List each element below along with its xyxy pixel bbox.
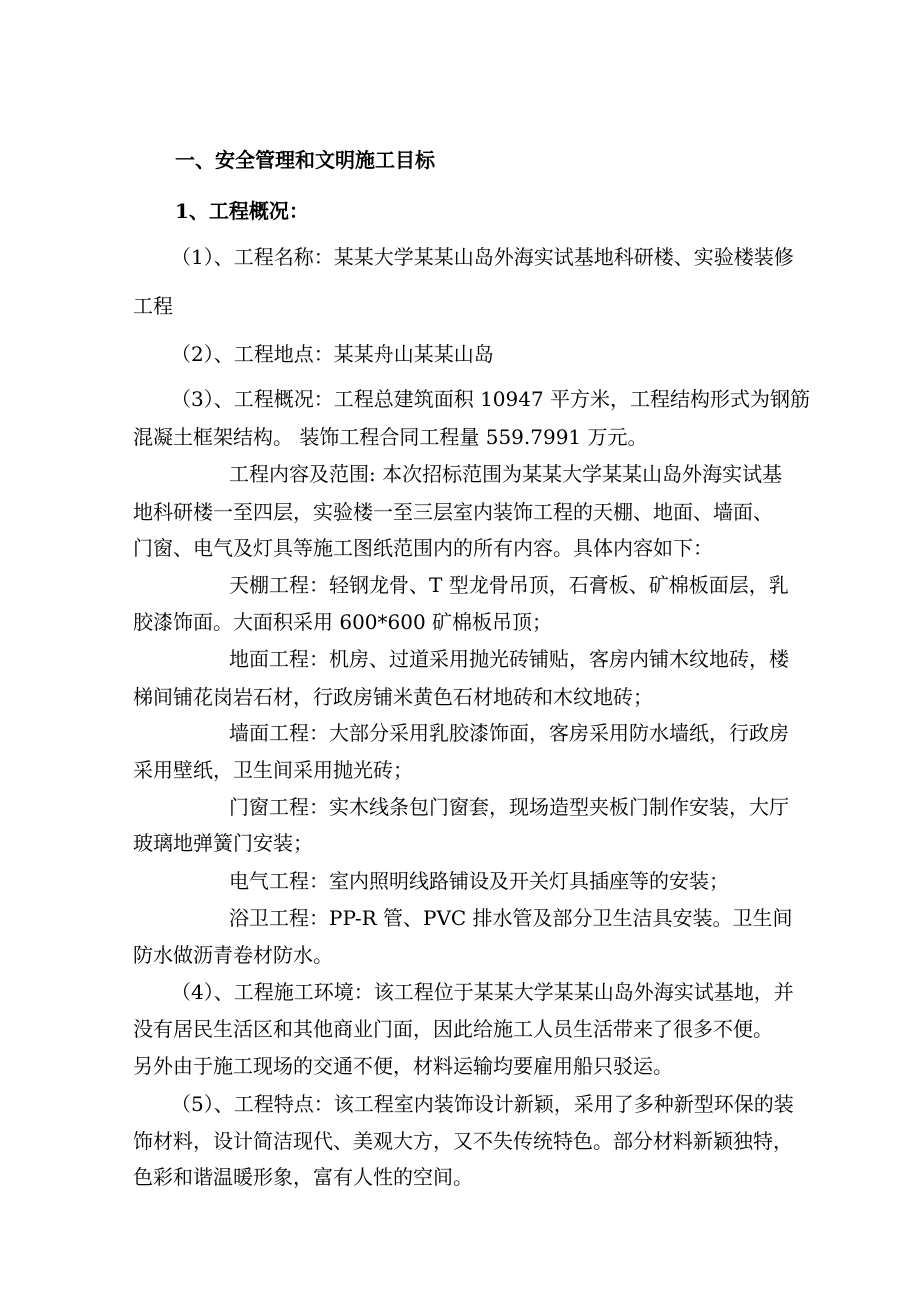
floor-works-line-1: 地面工程：机房、过道采用抛光砖铺贴，客房内铺木纹地砖，楼 <box>229 647 789 671</box>
project-features-line-3: 色彩和谐温暖形象，富有人性的空间。 <box>133 1165 473 1189</box>
ceiling-works-line-2: 胶漆饰面。大面积采用 600*600 矿棉板吊顶； <box>133 610 553 634</box>
project-overview-line-2: 混凝土框架结构。 装饰工程合同工程量 559.7991 万元。 <box>133 425 648 449</box>
electrical-works: 电气工程：室内照明线路铺设及开关灯具插座等的安装； <box>229 869 729 893</box>
project-scope-line-2: 地科研楼一至四层，实验楼一至三层室内装饰工程的天棚、地面、墙面、 <box>133 500 773 524</box>
construction-environment-line-2: 没有居民生活区和其他商业门面，因此给施工人员生活带来了很多不便。 <box>133 1017 773 1041</box>
bathroom-works-line-2: 防水做沥青卷材防水。 <box>133 943 333 967</box>
bathroom-works-line-1: 浴卫工程：PP-R 管、PVC 排水管及部分卫生洁具安装。卫生间 <box>229 906 793 930</box>
construction-environment-line-3: 另外由于施工现场的交通不便，材料运输均要雇用船只驳运。 <box>133 1054 673 1078</box>
project-overview-line-1: （3）、工程概况：工程总建筑面积 10947 平方米，工程结构形式为钢筋 <box>171 387 811 411</box>
project-scope-line-3: 门窗、电气及灯具等施工图纸范围内的所有内容。具体内容如下： <box>133 536 713 560</box>
project-location: （2）、工程地点：某某舟山某某山岛 <box>171 342 494 366</box>
project-features-line-1: （5）、工程特点：该工程室内装饰设计新颖，采用了多种新型环保的装 <box>171 1092 794 1116</box>
floor-works-line-2: 梯间铺花岗岩石材，行政房铺米黄色石材地砖和木纹地砖； <box>133 685 653 709</box>
construction-environment-line-1: （4）、工程施工环境：该工程位于某某大学某某山岛外海实试基地，并 <box>171 980 794 1004</box>
door-window-works-line-2: 玻璃地弹簧门安装； <box>133 831 313 855</box>
project-scope-line-1: 工程内容及范围: 本次招标范围为某某大学某某山岛外海实试基 <box>229 462 783 486</box>
subsection-heading: 1、工程概况： <box>175 199 309 223</box>
wall-works-line-1: 墙面工程：大部分采用乳胶漆饰面，客房采用防水墙纸，行政房 <box>229 721 789 745</box>
door-window-works-line-1: 门窗工程：实木线条包门窗套，现场造型夹板门制作安装，大厅 <box>229 795 789 819</box>
wall-works-line-2: 采用壁纸，卫生间采用抛光砖； <box>133 758 413 782</box>
ceiling-works-line-1: 天棚工程：轻钢龙骨、T 型龙骨吊顶，石膏板、矿棉板面层，乳 <box>229 573 789 597</box>
project-features-line-2: 饰材料，设计简洁现代、美观大方，又不失传统特色。部分材料新颖独特， <box>133 1129 793 1153</box>
project-name-line-2: 工程 <box>133 294 173 318</box>
project-name-line-1: （1）、工程名称：某某大学某某山岛外海实试基地科研楼、实验楼装修 <box>171 245 794 269</box>
section-heading: 一、安全管理和文明施工目标 <box>175 148 435 172</box>
